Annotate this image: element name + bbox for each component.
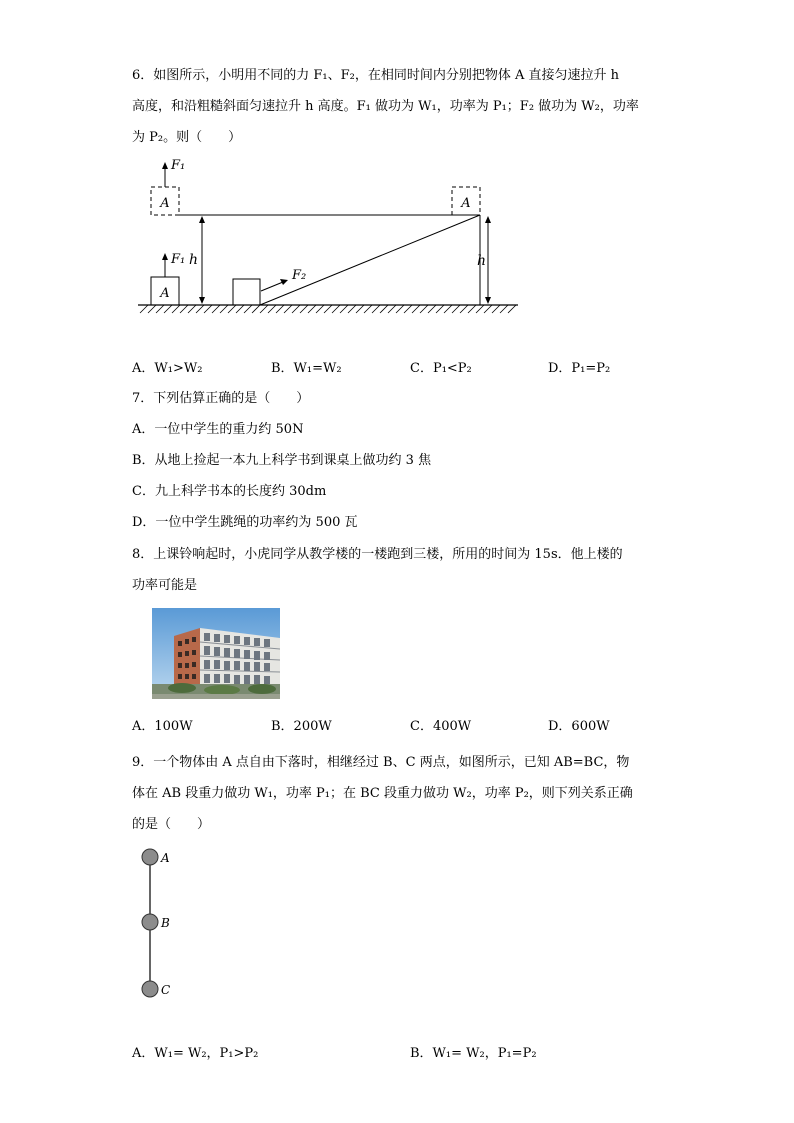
q9-stem-line-3: 的是（ ） [132,817,211,832]
q9-stem-line-2: 体在 AB 段重力做功 W₁，功率 P₁；在 BC 段重力做功 W₂，功率 P₂，则下列关系正确 [132,786,633,801]
q9-figure [135,844,195,1004]
q9-option-b[interactable]: B．W₁= W₂，P₁=P₂ [410,1046,537,1061]
label-h-right: h [476,253,486,269]
q6-option-c[interactable]: C．P₁<P₂ [410,361,472,376]
q8-stem-line-2: 功率可能是 [132,578,198,593]
q6-option-b[interactable]: B．W₁=W₂ [271,361,342,376]
label-h-left: h [188,252,198,268]
q6-figure [130,155,530,320]
h-arrow-left-bottom-head [199,297,205,304]
q8-option-c[interactable]: C．400W [410,719,472,734]
arrow-f1-top-head [162,162,168,169]
label-point-c: C [161,983,171,997]
incline-slope [260,215,480,305]
label-f2: F₂ [292,268,307,283]
arrow-f2 [261,282,283,291]
q8-option-b[interactable]: B．200W [271,719,332,734]
label-point-a: A [161,851,170,865]
q8-option-d[interactable]: D．600W [548,719,610,734]
ground-hatching [140,305,516,313]
q7-option-c[interactable]: C．九上科学书本的长度约 30dm [132,484,327,499]
label-f1-bottom: F₁ [171,252,186,267]
q7-option-a[interactable]: A．一位中学生的重力约 50N [132,422,304,437]
q7-stem: 7．下列估算正确的是（ ） [132,391,310,406]
block-incline [233,279,260,305]
q9-option-a[interactable]: A．W₁= W₂，P₁>P₂ [132,1046,259,1061]
label-a-bottom: A [160,286,170,301]
q6-stem-line-2: 高度，和沿粗糙斜面匀速拉升 h 高度。F₁ 做功为 W₁，功率为 P₁；F₂ 做功为 W₂，功率 [132,99,639,114]
h-arrow-right-bottom-head [485,297,491,304]
q8-option-a[interactable]: A．100W [132,719,193,734]
q8-stem-line-1: 8．上课铃响起时，小虎同学从教学楼的一楼跑到三楼，所用的时间为 15s．他上楼的 [132,547,623,562]
q7-option-d[interactable]: D．一位中学生跳绳的功率约为 500 瓦 [132,515,358,530]
arrow-f1-bottom-head [162,253,168,260]
label-f1-top: F₁ [171,158,186,173]
q7-option-b[interactable]: B．从地上捡起一本九上科学书到课桌上做功约 3 焦 [132,453,432,468]
h-arrow-right-top-head [485,216,491,223]
q6-stem-line-3: 为 P₂。则（ ） [132,130,242,145]
q9-stem-line-1: 9．一个物体由 A 点自由下落时，相继经过 B、C 两点，如图所示，已知 AB=BC，物 [132,755,630,770]
point-b-ball [142,914,158,930]
school-building-photo [152,608,280,699]
q6-option-a[interactable]: A．W₁>W₂ [132,361,203,376]
q6-option-d[interactable]: D．P₁=P₂ [548,361,611,376]
point-a-ball [142,849,158,865]
label-a-top-left: A [160,196,170,211]
h-arrow-left-top-head [199,216,205,223]
label-point-b: B [161,916,170,930]
arrow-f2-head [280,279,288,285]
point-c-ball [142,981,158,997]
q6-stem-line-1: 6．如图所示，小明用不同的力 F₁、F₂，在相同时间内分别把物体 A 直接匀速拉升 h [132,68,620,83]
label-a-top-right: A [461,196,471,211]
